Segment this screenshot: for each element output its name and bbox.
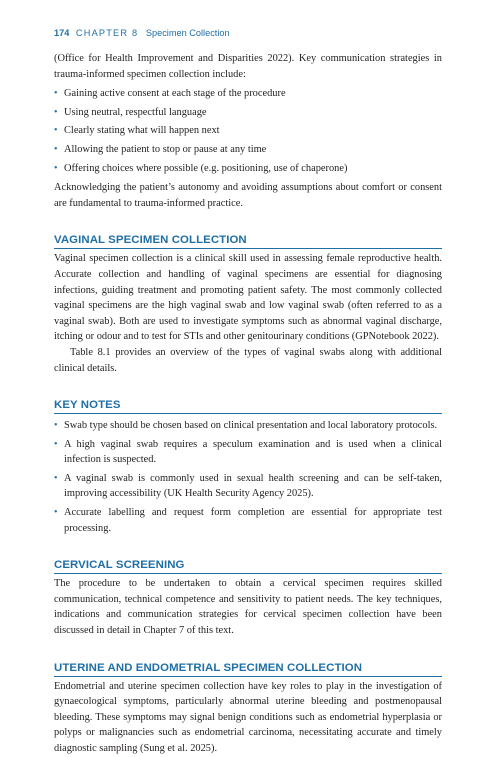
list-item: • Clearly stating what will happen next: [54, 123, 442, 139]
page-number: 174: [54, 28, 70, 38]
section-uterine-endometrial: [54, 661, 442, 757]
intro-paragraph: (Office for Health Improvement and Disparities 2022). Key communication strategies in trauma-informed specimen collection include:: [54, 53, 442, 80]
communication-strategies-list: [54, 86, 442, 176]
body-paragraph: Table 8.1 provides an overview of the types of vaginal swabs along with additional clinical details.: [54, 346, 442, 374]
section-heading: CERVICAL SCREENING: [54, 558, 442, 574]
bullet-icon: •: [54, 507, 58, 519]
bullet-icon: •: [54, 106, 58, 118]
key-notes-list: [54, 418, 442, 536]
bullet-icon: •: [54, 420, 58, 432]
bullet-icon: •: [54, 125, 58, 137]
list-item: • Swab type should be chosen based on clinical presentation and local laboratory protocols.: [54, 418, 442, 434]
bullet-icon: •: [54, 438, 58, 450]
section-heading: KEY NOTES: [54, 398, 442, 414]
list-item: • Using neutral, respectful language: [54, 105, 442, 121]
section-cervical-screening: [54, 558, 442, 638]
section-vaginal-specimen-collection: [54, 233, 442, 376]
body-paragraph: The procedure to be undertaken to obtain a cervical specimen requires skilled communication, technical competence and sensitivity to patient needs. The key techniques, indications and communication strategies for cervical specimen collection have been discussed in detail in Chapter 7 of this text.: [54, 578, 442, 637]
chapter-title: Specimen Collection: [145, 28, 230, 38]
bullet-icon: •: [54, 143, 58, 155]
running-head: [54, 28, 230, 38]
bullet-icon: •: [54, 472, 58, 484]
list-item: • Accurate labelling and request form completion are essential for appropriate test processing.: [54, 507, 442, 534]
bullet-icon: •: [54, 162, 58, 174]
section-heading: UTERINE AND ENDOMETRIAL SPECIMEN COLLECTION: [54, 661, 442, 677]
list-item: • A vaginal swab is commonly used in sexual health screening and can be self-taken, improving accessibility (UK Health Security Agency 2025).: [54, 472, 442, 500]
section-key-notes: [54, 398, 442, 536]
section-heading: VAGINAL SPECIMEN COLLECTION: [54, 233, 442, 249]
body-paragraph: Endometrial and uterine specimen collection have key roles to play in the investigation of gynaecological symptoms, particularly abnormal uterine bleeding and postmenopausal bleeding. These symptoms may signal benign conditions such as endometrial hyperplasia or polyps or malignancies such as endometrial carcinoma, necessitating accurate and timely diagnostic sampling (Sung et al. 2025).: [54, 680, 442, 754]
body-paragraph: Vaginal specimen collection is a clinical skill used in assessing female reproductive health. Accurate collection and handling of vaginal specimens are essential for diagnosing infections, guiding treatment and promoting patient safety. The most commonly collected vaginal specimens are the high vaginal swab and low vaginal swab (often referred to as a vaginal swab). Both are used to investigate symptoms such as abnormal vaginal discharge, itching or odour and to test for STIs and other genitourinary conditions (GPNotebook 2022).: [54, 253, 442, 343]
bullet-icon: •: [54, 88, 58, 100]
page-content: [54, 51, 442, 757]
list-item: • Gaining active consent at each stage of the procedure: [54, 86, 442, 102]
intro-closing-paragraph: Acknowledging the patient’s autonomy and avoiding assumptions about comfort or consent are fundamental to trauma-informed practice.: [54, 182, 442, 209]
list-item: • A high vaginal swab requires a speculum examination and is used when a clinical infection is suspected.: [54, 438, 442, 466]
chapter-label: CHAPTER 8: [75, 28, 139, 38]
list-item: • Offering choices where possible (e.g. positioning, use of chaperone): [54, 161, 442, 177]
list-item: • Allowing the patient to stop or pause at any time: [54, 142, 442, 158]
